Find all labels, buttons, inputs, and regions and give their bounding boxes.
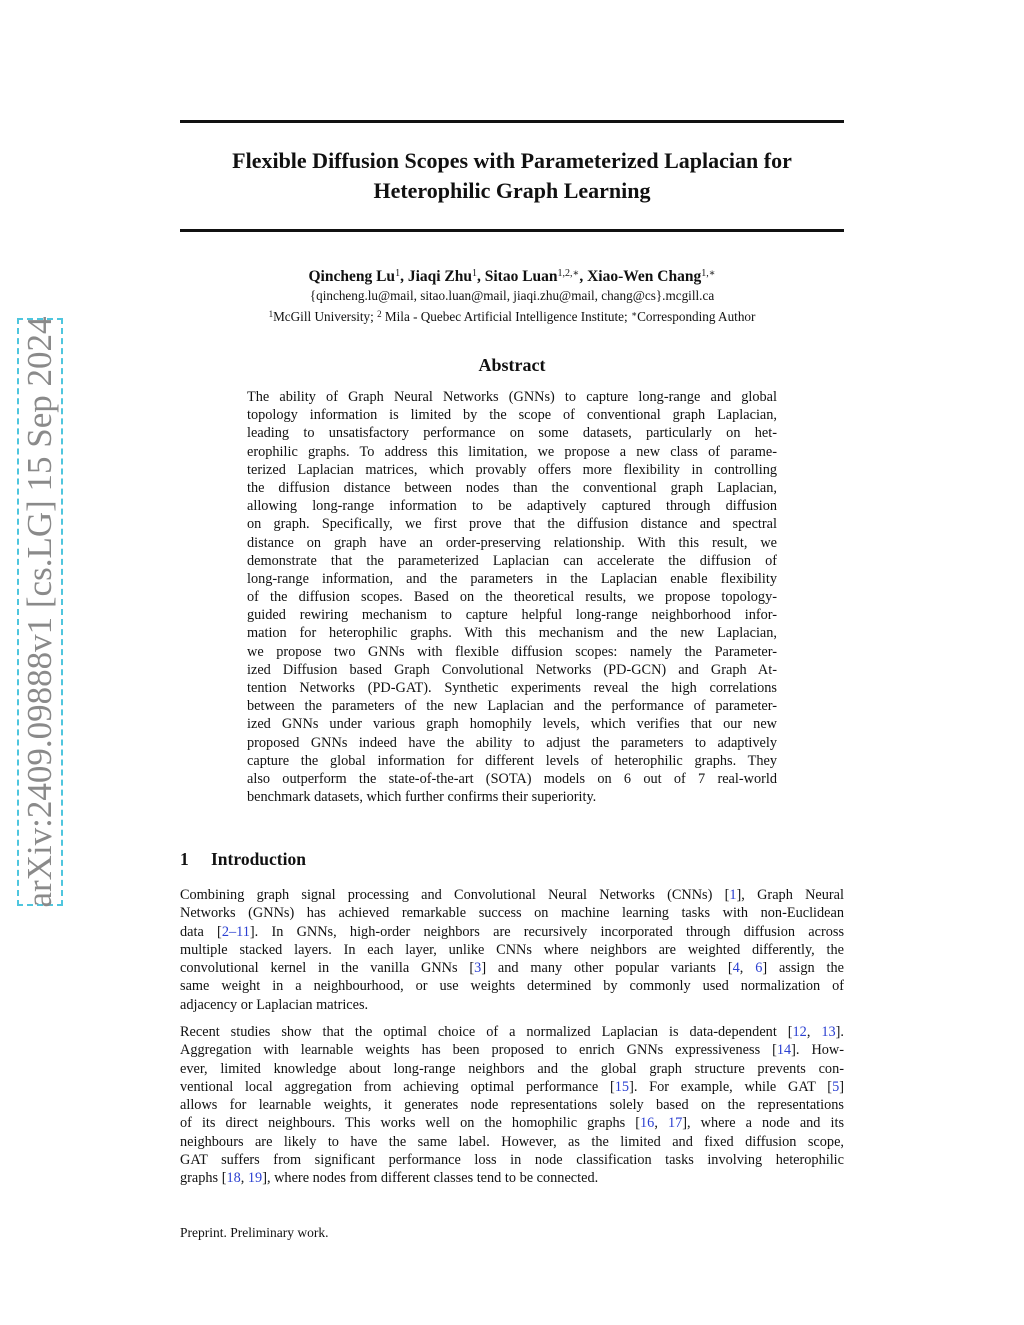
paragraph-line: [180, 959, 844, 977]
citation-link[interactable]: 12: [792, 1024, 807, 1040]
author-affiliation-mark: 1: [395, 268, 401, 279]
abstract-line: capture the global information for different levels of heterophilic graphs. They: [247, 752, 777, 769]
abstract-line: topology information is limited by the scope of conventional graph Laplacian,: [247, 407, 777, 424]
author-affiliation-mark: 1,∗: [701, 268, 716, 279]
abstract-line: allowing long-range information to be adaptively captured through diffusion: [247, 498, 777, 515]
text-run: ]. For example, while GAT [: [629, 1078, 833, 1095]
paragraph-line: [180, 923, 844, 941]
abstract-line: proposed GNNs indeed have the ability to adjust the parameters to adaptively: [247, 734, 777, 751]
abstract-line: leading to unsatisfactory performance on some datasets, particularly on het-: [247, 425, 777, 442]
abstract-line: on graph. Specifically, we first prove that the diffusion distance and spectral: [247, 516, 777, 533]
text-run: ]. In GNNs, high-order neighbors are recursively incorporated through diffusion across: [249, 923, 844, 940]
affiliation-mark: 1: [268, 309, 274, 319]
author-emails: {qincheng.lu@mail, sitao.luan@mail, jiaqi.zhu@mail, chang@cs}.mcgill.ca: [309, 288, 715, 303]
abstract-line: mation for heterophilic graphs. With this mechanism and the new Laplacian,: [247, 625, 777, 642]
citation-link[interactable]: 5: [832, 1078, 840, 1095]
paragraph-line: multiple stacked layers. In each layer, unlike CNNs where neighbors are weighted differently, the: [180, 941, 844, 958]
text-run: ] assign the: [762, 960, 844, 977]
title-top-rule: [180, 120, 844, 123]
citation-link[interactable]: 16: [640, 1115, 655, 1132]
abstract-line: ized GNNs under various graph homophily levels, which verifies that our new: [247, 716, 777, 733]
text-run: ], where nodes from different classes tend to be connected.: [262, 1170, 599, 1187]
affiliation-mark: ∗: [630, 309, 638, 319]
abstract-body: [247, 388, 777, 806]
title-bottom-rule: [180, 229, 844, 232]
abstract-line: The ability of Graph Neural Networks (GNNs) to capture long-range and global: [247, 389, 777, 405]
author-list: Qincheng Lu$^1$, Jiaqi Zhu$^1$, Sitao Luan$^{1,2,∗}$, Xiao-Wen Chang$^{1,∗}$: [308, 268, 716, 285]
paragraph-line: [180, 886, 844, 904]
citation-link[interactable]: 3: [474, 960, 482, 977]
abstract-line: tention Networks (PD-GAT). Synthetic experiments reveal the high correlations: [247, 680, 777, 696]
citation-link[interactable]: 19: [247, 1170, 263, 1187]
paragraph-line: [180, 1041, 844, 1059]
author-name: Sitao Luan: [484, 268, 558, 285]
abstract-line: we propose two GNNs with flexible diffusion scopes: namely the Parameter-: [247, 643, 777, 660]
text-run: ,: [240, 1170, 248, 1187]
abstract-line: erophilic graphs. To address this limitation, we propose a new class of parame-: [247, 443, 777, 460]
affiliation-mark: 2: [377, 309, 382, 319]
citation-link[interactable]: 17: [667, 1115, 683, 1132]
abstract-line: the diffusion distance between nodes than the conventional graph Laplacian,: [247, 479, 777, 496]
title-line: Heterophilic Graph Learning: [373, 178, 651, 203]
abstract-line: ized Diffusion based Graph Convolutional Networks (PD-GCN) and Graph At-: [247, 661, 777, 678]
abstract-line: between the parameters of the new Laplacian and the performance of parameter-: [247, 698, 777, 715]
abstract-line: distance on graph have an order-preserving relationship. With this result, we: [247, 534, 777, 551]
paragraph-line: [180, 1169, 844, 1187]
paragraph-line: GAT suffers from significant performance loss in node classification tasks involving heterophilic: [180, 1152, 844, 1169]
author-affiliation-mark: 1: [472, 268, 477, 279]
text-run: of its direct neighbours. This works well on the homophilic graphs [: [180, 1115, 641, 1132]
abstract-heading: Abstract: [478, 355, 546, 375]
paragraph-line: Networks (GNNs) has achieved remarkable success on machine learning tasks with non-Euclidean: [180, 905, 844, 922]
text-run: ,: [739, 960, 756, 977]
text-run: data [: [180, 923, 222, 940]
abstract-line: demonstrate that the parameterized Laplacian can accelerate the diffusion of: [247, 552, 777, 569]
citation-link[interactable]: 18: [226, 1170, 241, 1187]
paragraph-line: adjacency or Laplacian matrices.: [180, 996, 369, 1013]
paragraph-line: [180, 1023, 844, 1041]
citation-link[interactable]: 1: [729, 887, 737, 903]
text-run: Recent studies show that the optimal choice of a normalized Laplacian is data-dependent [: [180, 1024, 793, 1040]
text-run: ventional local aggregation from achieving optimal performance [: [180, 1078, 615, 1095]
author-affiliation-mark: 1,2,∗: [557, 268, 580, 279]
abstract-line: terized Laplacian matrices, which provably offers more flexibility in controlling: [247, 461, 777, 478]
paragraph-line: allows for learnable weights, it generates node representations solely based on the representations: [180, 1097, 844, 1114]
author-affiliations: [180, 305, 844, 326]
text-run: ], where a node and its: [682, 1115, 844, 1132]
paper-title: [180, 146, 844, 206]
citation-link[interactable]: 4: [732, 960, 740, 977]
author-block: [180, 264, 844, 326]
citation-link[interactable]: 6: [755, 960, 763, 977]
title-line: Flexible Diffusion Scopes with Parameterized Laplacian for: [232, 148, 792, 173]
abstract-line: also outperform the state-of-the-art (SOTA) models on 6 out of 7 real-world: [247, 770, 777, 787]
paragraph-line: [180, 1114, 844, 1132]
author-name: Xiao-Wen Chang: [587, 268, 702, 285]
author-name: Qincheng Lu: [308, 268, 396, 285]
paragraph-line: neighbours are likely to have the same label. However, as the limited and fixed diffusion scope,: [180, 1133, 844, 1150]
arxiv-identifier-text: arXiv:2409.09888v1 [cs.LG] 15 Sep 2024: [20, 316, 59, 908]
paragraph-line: same weight in a neighbourhood, or use weights determined by commonly used normalization of: [180, 978, 844, 995]
section-number: 1: [180, 849, 189, 869]
text-run: graphs [: [180, 1170, 227, 1187]
intro-paragraph-1: [180, 886, 844, 1014]
abstract-line: benchmark datasets, which further confirms their superiority.: [247, 789, 597, 806]
paragraph-line: ever, limited knowledge about long-range neighbors and the global graph structure prevents con-: [180, 1060, 844, 1077]
paragraph-line: [180, 1078, 844, 1096]
text-run: ]: [839, 1078, 844, 1095]
citation-link[interactable]: 15: [614, 1078, 630, 1095]
author-name: Jiaqi Zhu: [407, 268, 472, 285]
section-heading-introduction: [180, 848, 306, 870]
text-run: Aggregation with learnable weights has been proposed to enrich GNNs expressiveness [: [180, 1042, 777, 1059]
citation-link[interactable]: 13: [821, 1024, 836, 1040]
text-run: ] and many other popular variants [: [481, 960, 733, 977]
citation-link[interactable]: 14: [776, 1042, 792, 1059]
text-run: ,: [654, 1115, 668, 1132]
preprint-footnote: Preprint. Preliminary work.: [180, 1225, 329, 1240]
text-run: convolutional kernel in the vanilla GNNs [: [180, 960, 475, 977]
text-run: Combining graph signal processing and Convolutional Neural Networks (CNNs) [: [180, 887, 730, 903]
abstract-line: guided rewiring mechanism to capture helpful long-range neighborhood infor-: [247, 607, 777, 624]
arxiv-identifier-stamp[interactable]: [17, 318, 63, 906]
affiliation-text: Mila - Quebec Artificial Intelligence Institute;: [381, 309, 631, 324]
text-run: ], Graph Neural: [736, 887, 844, 903]
abstract-line: of the diffusion scopes. Based on the theoretical results, we propose topology-: [247, 589, 777, 606]
citation-link[interactable]: 2–11: [221, 923, 250, 940]
text-run: ,: [806, 1024, 822, 1040]
abstract-line: long-range information, and the parameters in the Laplacian enable flexibility: [247, 570, 777, 587]
text-run: ].: [835, 1024, 844, 1040]
affiliation-text: McGill University;: [273, 309, 378, 324]
intro-paragraph-2: [180, 1023, 844, 1188]
affiliation-text: Corresponding Author: [637, 309, 756, 324]
section-title: Introduction: [211, 849, 306, 869]
text-run: ]. How-: [791, 1042, 844, 1059]
